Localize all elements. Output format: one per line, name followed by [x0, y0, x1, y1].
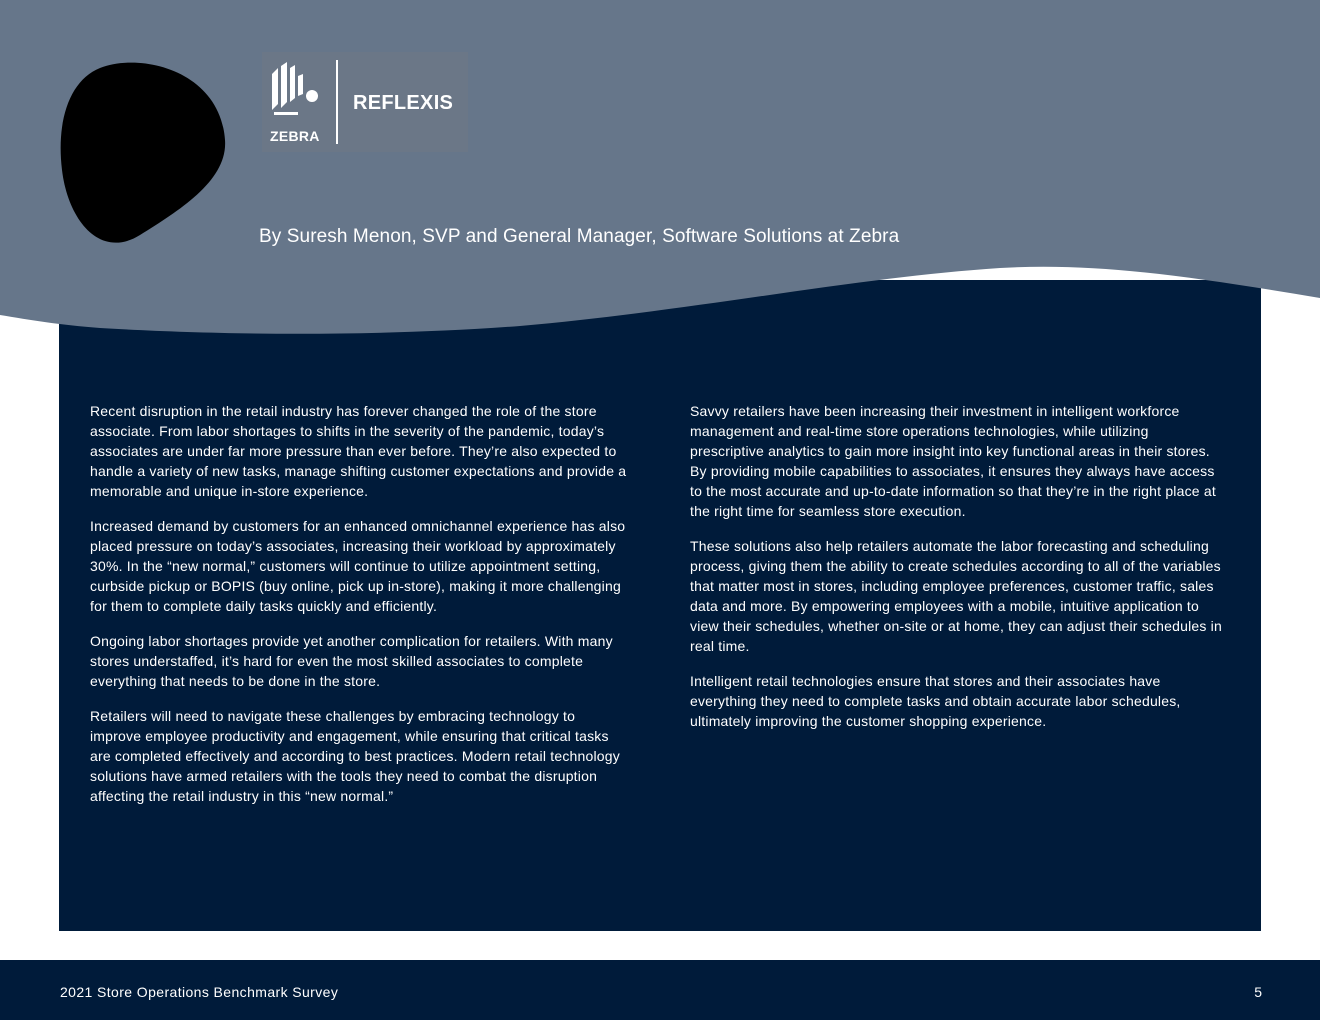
reflexis-wordmark: REFLEXIS: [353, 92, 454, 114]
logo-divider: [336, 60, 338, 144]
paragraph: Increased demand by customers for an enhanced omnichannel experience has also placed pressure on today’s associates, increasing their workload by approximately 30%. In the “new normal,” customers will continue to utilize appointment setting, curbside pickup or BOPIS (buy online, pick up in-store), making it more challenging for them to complete daily tasks quickly and efficiently.: [90, 518, 626, 614]
left-text-column: [90, 401, 630, 821]
author-byline: By Suresh Menon, SVP and General Manager, Software Solutions at Zebra: [259, 226, 900, 247]
paragraph: Savvy retailers have been increasing their investment in intelligent workforce management and real-time store operations technologies, while utilizing prescriptive analytics to gain more insight into key functional areas in their stores. By providing mobile capabilities to associates, it ensures they always have access to the most accurate and up-to-date information so that they’re in the right place at the right time for seamless store execution.: [690, 403, 1216, 519]
right-text-column: [690, 401, 1225, 746]
page-number: 5: [1254, 984, 1262, 1000]
author-photo: [60, 60, 226, 245]
page-footer: [0, 960, 1320, 1020]
zebra-wordmark: ZEBRA: [270, 128, 320, 144]
zebra-reflexis-logo: [262, 52, 468, 152]
zebra-head-icon: [268, 62, 322, 120]
paragraph: These solutions also help retailers automate the labor forecasting and scheduling process, giving them the ability to create schedules according to all of the variables that matter most in stores, including employee preferences, customer traffic, sales data and more. By empowering employees with a mobile, intuitive application to view their schedules, whether on-site or at home, they can adjust their schedules in real time.: [690, 538, 1222, 654]
paragraph: Recent disruption in the retail industry has forever changed the role of the store associate. From labor shortages to shifts in the severity of the pandemic, today’s associates are under far more pressure than ever before. They’re also expected to handle a variety of new tasks, manage shifting customer expectations and provide a memorable and unique in-store experience.: [90, 403, 627, 499]
footer-report-title: 2021 Store Operations Benchmark Survey: [60, 984, 339, 1000]
paragraph: Intelligent retail technologies ensure that stores and their associates have everything they need to complete tasks and obtain accurate labor schedules, ultimately improving the customer shopping experience.: [690, 673, 1181, 729]
paragraph: Ongoing labor shortages provide yet another complication for retailers. With many stores understaffed, it’s hard for even the most skilled associates to complete everything that needs to be done in the store.: [90, 633, 613, 689]
paragraph: Retailers will need to navigate these challenges by embracing technology to improve employee productivity and engagement, while ensuring that critical tasks are completed effectively and according to best practices. Modern retail technology solutions have armed retailers with the tools they need to combat the disruption affecting the retail industry in this “new normal.”: [90, 708, 620, 804]
